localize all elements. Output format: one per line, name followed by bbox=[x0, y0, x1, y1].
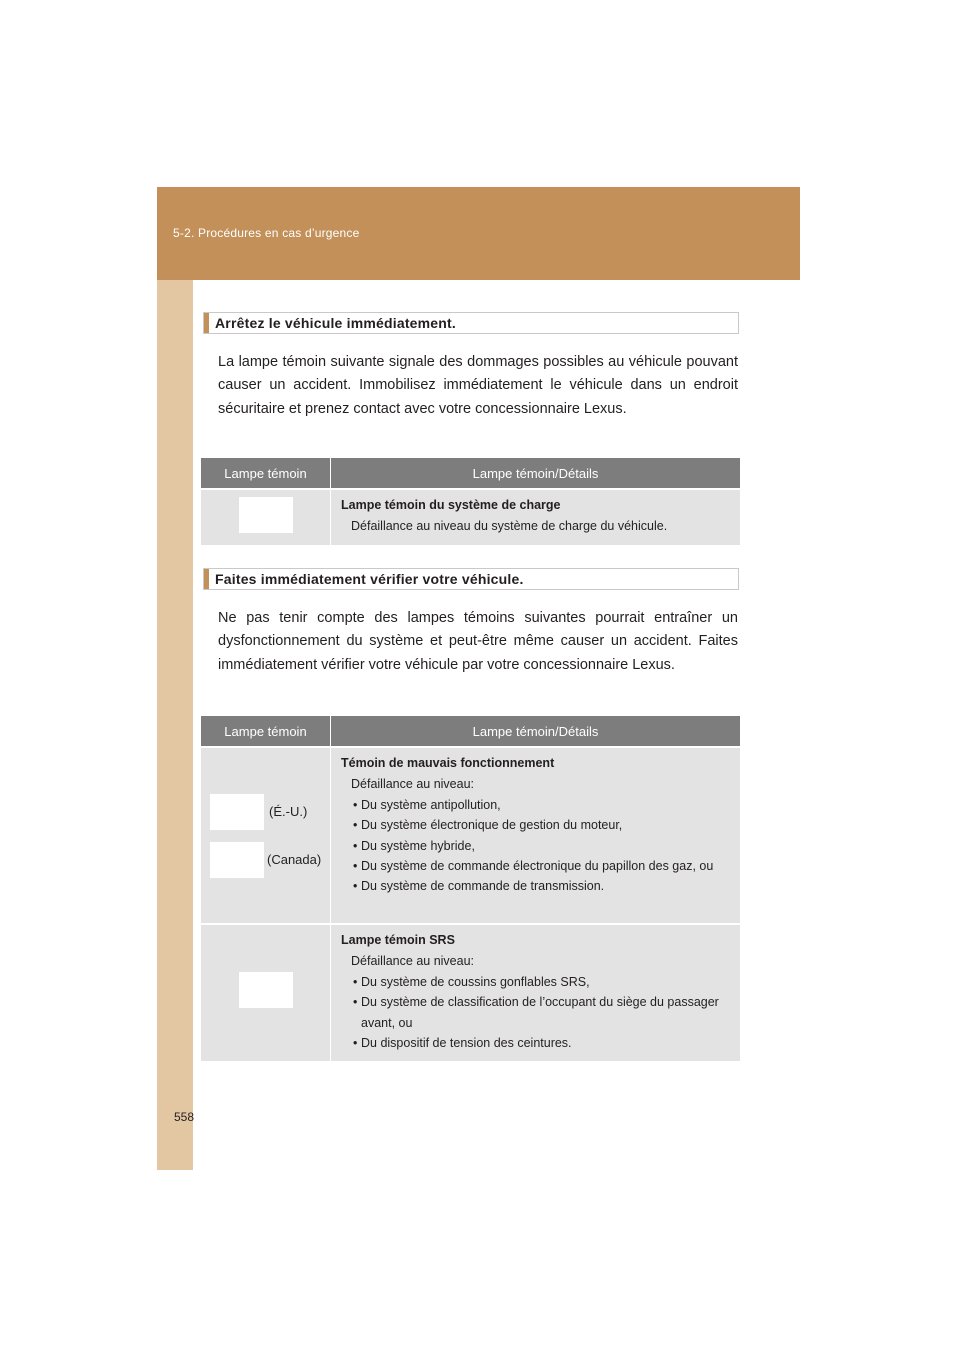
lamp-icon-cell bbox=[201, 747, 331, 924]
lamp-detail-cell bbox=[331, 747, 741, 924]
check-engine-icon-canada bbox=[210, 842, 264, 878]
table-row bbox=[201, 747, 740, 924]
list-item: • Du système de commande électronique du papillon des gaz, ou bbox=[353, 856, 732, 876]
table-row bbox=[201, 924, 740, 1061]
lamp-title: Lampe témoin SRS bbox=[341, 933, 455, 947]
lamp-icon-cell bbox=[201, 924, 331, 1061]
section2-heading-text: Faites immédiatement vérifier votre véhicule. bbox=[215, 571, 524, 587]
lamp-description: Défaillance au niveau: bbox=[351, 777, 474, 791]
section1-paragraph: La lampe témoin suivante signale des dommages possibles au véhicule pouvant causer un accident. Immobilisez immédiatement le véhicule dans un endroit sécuritaire et prenez contact avec votre concessionnaire Lexus. bbox=[218, 354, 738, 417]
col-header-details: Lampe témoin/Détails bbox=[331, 716, 741, 747]
col-header-details: Lampe témoin/Détails bbox=[331, 458, 741, 489]
section1-heading bbox=[203, 312, 739, 334]
region-label-us: (É.-U.) bbox=[269, 804, 308, 819]
section2-paragraph: Ne pas tenir compte des lampes témoins suivantes pourrait entraîner un dysfonctionnement du système et peut-être même causer un accident. Faites immédiatement vérifier votre véhicule par votre concessionnaire Lexus. bbox=[218, 610, 738, 673]
list-item: • Du système hybride, bbox=[353, 836, 732, 856]
col-header-lamp: Lampe témoin bbox=[201, 716, 331, 747]
list-item: • Du dispositif de tension des ceintures. bbox=[353, 1033, 732, 1053]
table-header-row bbox=[201, 458, 740, 489]
section-breadcrumb: 5-2. Procédures en cas d’urgence bbox=[173, 226, 360, 240]
lamp-description: Défaillance au niveau du système de charge du véhicule. bbox=[351, 519, 668, 533]
charging-warning-icon bbox=[239, 497, 293, 533]
fault-list bbox=[341, 972, 732, 1053]
table-row bbox=[201, 489, 740, 545]
fault-list bbox=[341, 795, 732, 896]
lamp-title: Témoin de mauvais fonctionnement bbox=[341, 756, 555, 770]
region-label-canada: (Canada) bbox=[267, 852, 322, 867]
lamp-detail-cell bbox=[331, 924, 741, 1061]
heading-accent-bar bbox=[204, 569, 209, 589]
list-item: • Du système de classification de l’occupant du siège du passager avant, ou bbox=[353, 992, 732, 1033]
lamp-detail-cell bbox=[331, 489, 741, 545]
lamp-title: Lampe témoin du système de charge bbox=[341, 498, 561, 512]
section2-lamp-table bbox=[201, 716, 740, 1061]
section1-lamp-table bbox=[201, 458, 740, 545]
page-number: 558 bbox=[174, 1110, 195, 1124]
side-strip bbox=[157, 280, 193, 1170]
heading-accent-bar bbox=[204, 313, 209, 333]
list-item: • Du système de commande de transmission. bbox=[353, 876, 732, 896]
lamp-icon-cell bbox=[201, 489, 331, 545]
table-header-row bbox=[201, 716, 740, 747]
list-item: • Du système électronique de gestion du moteur, bbox=[353, 815, 732, 835]
list-item: • Du système antipollution, bbox=[353, 795, 732, 815]
section2-heading bbox=[203, 568, 739, 590]
list-item: • Du système de coussins gonflables SRS, bbox=[353, 972, 732, 992]
lamp-description: Défaillance au niveau: bbox=[351, 954, 474, 968]
check-engine-icon-us bbox=[210, 794, 264, 830]
section1-heading-text: Arrêtez le véhicule immédiatement. bbox=[215, 315, 456, 331]
srs-airbag-icon bbox=[239, 972, 293, 1008]
col-header-lamp: Lampe témoin bbox=[201, 458, 331, 489]
